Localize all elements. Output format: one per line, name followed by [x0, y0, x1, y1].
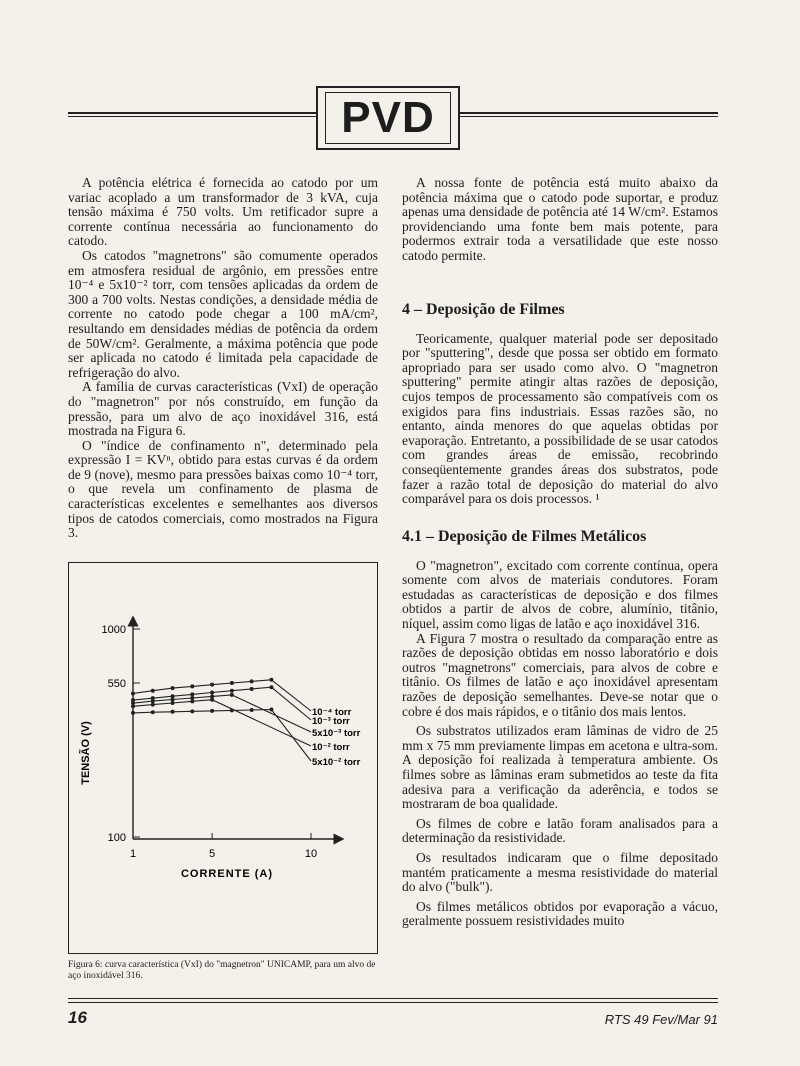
- data-point: [250, 687, 254, 691]
- paragraph: A nossa fonte de potência está muito abaixo da potência máxima que o catodo pode suportar, e produz apenas uma densidade de potência até 14 W/cm². Estamos providenciando uma fonte bem mais potente, para podermos extrair toda a versatilidade que este nosso catodo permite.: [402, 175, 718, 263]
- data-point: [269, 708, 273, 712]
- data-point: [230, 681, 234, 685]
- data-point: [190, 699, 194, 703]
- paragraph: Os resultados indicaram que o filme depositado mantém praticamente a mesma resistividade do material do alvo ("bulk").: [402, 849, 718, 895]
- y-tick-label: 550: [107, 678, 126, 691]
- header-rule-right: [460, 112, 718, 117]
- data-point: [190, 709, 194, 713]
- data-point: [250, 708, 254, 712]
- figure-caption: Figura 6: curva característica (VxI) do "magnetron" UNICAMP, para um alvo de aço inoxidável 316.: [68, 960, 376, 981]
- data-point: [151, 703, 155, 707]
- section-heading: 4 – Deposição de Filmes: [402, 300, 565, 318]
- right-column: [402, 176, 718, 929]
- x-tick-label: 10: [304, 848, 318, 860]
- series-label: 10⁻³ torr: [312, 716, 350, 727]
- series-label: 10⁻⁴ torr: [312, 707, 352, 718]
- publication-info: RTS 49 Fev/Mar 91: [604, 1012, 718, 1027]
- section-heading: 4.1 – Deposição de Filmes Metálicos: [402, 527, 647, 545]
- left-column: [68, 176, 378, 541]
- paragraph: O "magnetron", excitado com corrente contínua, opera somente com alvos de materiais condutores. Foram estudadas as características de deposição e dos filmes obtidos a partir de alvos de cobre, alumínio, titânio, níquel, assim como ligas de latão e aço inoxidável 316.: [402, 557, 718, 632]
- paragraph: Os substratos utilizados eram lâminas de vidro de 25 mm x 75 mm previamente limpas em acetona e ultra-som. A deposição foi realizada à temperatura ambiente. Os filmes sobre as lâminas eram submetidos ao teste da fita adesiva para a verificação da aderência, e todos se mostraram de boa qualidade.: [402, 723, 718, 812]
- data-point: [210, 683, 214, 687]
- x-axis-label: CORRENTE (A): [180, 868, 274, 880]
- data-point: [269, 678, 273, 682]
- section-title-box: [316, 86, 460, 150]
- series-line: [133, 700, 311, 746]
- data-point: [230, 708, 234, 712]
- footer-rule: [68, 998, 718, 999]
- figure-6: [68, 562, 378, 954]
- y-axis-label: TENSÃO (V): [80, 721, 92, 785]
- paragraph: Teoricamente, qualquer material pode ser depositado por "sputtering", desde que possa ser obtido em formato apropriado para ser usado como alvo. O "magnetron sputtering" permite atingir altas razões de deposição, cujos tempos de processamento são compatíveis com os exigidos para fins industriais. Essas razões são, no entanto, ainda menores do que aquelas obtidas por evaporação. Entretanto, a possibilidade de se usar catodos com grandes áreas de emissão, recobrindo conseqüentemente grandes áreas dos substratos, pode fazer a razão total de deposição do material do alvo comparável para os dois processos. ¹: [402, 330, 718, 507]
- y-tick-label: 1000: [101, 624, 126, 636]
- data-point: [269, 685, 273, 689]
- vxi-chart: [69, 563, 377, 953]
- page-number: 16: [68, 1008, 87, 1027]
- paragraph: A Figura 7 mostra o resultado da comparação entre as razões de deposição obtidas em nosso laboratório e dois outros "magnetrons" comerciais, para alvos de cobre e titânio. Os filmes de latão e aço inoxidável apresentam razões de deposição semelhantes. Deve-se notar que o cobre é dos mais rápidos, e o titânio dos mais lentos.: [402, 630, 718, 719]
- series-label: 5x10⁻² torr: [312, 757, 361, 768]
- paragraph: A potência elétrica é fornecida ao catodo por um variac acoplado a um transformador de 3 kVA, cuja tensão máxima é 750 volts. Um retificador supre a corrente contínua necessária ao funcionamento do catodo.: [68, 175, 378, 249]
- series-label: 5x10⁻³ torr: [312, 728, 361, 739]
- y-tick-label: 100: [107, 832, 126, 844]
- data-point: [171, 710, 175, 714]
- data-point: [190, 692, 194, 696]
- data-point: [171, 686, 175, 690]
- data-point: [210, 691, 214, 695]
- footer-rule: [68, 1002, 718, 1003]
- data-point: [171, 698, 175, 702]
- data-point: [190, 684, 194, 688]
- paragraph: Os filmes de cobre e latão foram analisados para a determinação da resistividade.: [402, 815, 718, 846]
- data-point: [210, 709, 214, 713]
- data-point: [131, 704, 135, 708]
- paragraph: Os filmes metálicos obtidos por evaporação a vácuo, geralmente possuem resistividades muito: [402, 898, 718, 929]
- header-rule-left: [68, 112, 316, 117]
- data-point: [230, 689, 234, 693]
- section-title: PVD: [341, 93, 435, 142]
- data-point: [151, 699, 155, 703]
- data-point: [131, 711, 135, 715]
- data-point: [131, 691, 135, 695]
- x-tick-label: 5: [209, 848, 216, 860]
- data-point: [171, 701, 175, 705]
- series-line: [133, 710, 311, 762]
- data-point: [151, 710, 155, 714]
- data-point: [250, 679, 254, 683]
- series-label: 10⁻² torr: [312, 742, 350, 753]
- paragraph: A família de curvas características (VxI) de operação do "magnetron" por nós construído, em função da pressão, para um alvo de aço inoxidável 316, está mostrada na Figura 6.: [68, 379, 378, 439]
- paragraph: Os catodos "magnetrons" são comumente operados em atmosfera residual de argônio, em pressões entre 10⁻⁴ e 5x10⁻² torr, com tensões aplicadas da ordem de 300 a 700 volts. Nestas condições, a densidade média de corrente no catodo pode chegar a 100 mA/cm², resultando em densidades médias de potência da ordem de 50W/cm². Geralmente, a máxima potência que pode ser aplicada no catodo é limitada pela capacidade de refrigeração do alvo.: [68, 247, 378, 380]
- x-tick-label: 1: [129, 848, 137, 860]
- paragraph: O "índice de confinamento n", determinado pela expressão I = KVⁿ, obtido para estas curvas é da ordem de 9 (nove), mesmo para pressões baixas como 10⁻⁴ torr, o que revela um confinamento de plasma de características excelentes e semelhantes aos diversos tipos de catodos comerciais, como mostrados na Figura 3.: [68, 437, 378, 541]
- data-point: [210, 698, 214, 702]
- data-point: [151, 689, 155, 693]
- data-point: [230, 693, 234, 697]
- section-title-inner-frame: [325, 92, 451, 144]
